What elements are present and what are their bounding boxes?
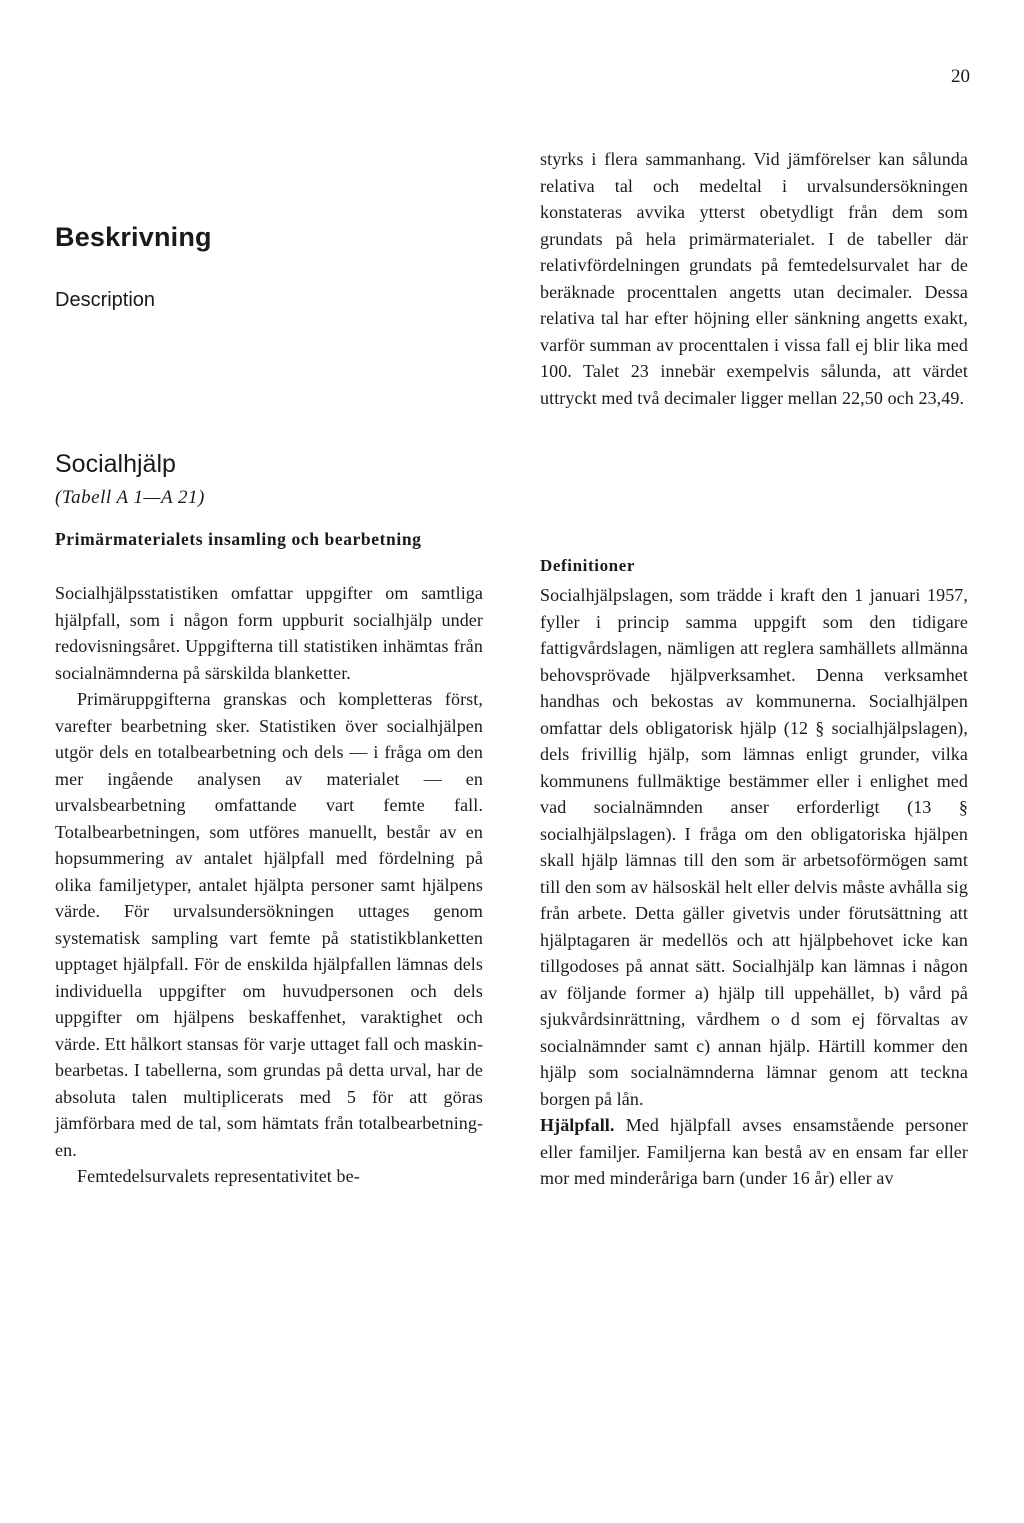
paragraph: Femtedelsurvalets representativitet be-: [77, 1166, 360, 1186]
right-intro-text: [540, 146, 968, 411]
left-body-text: [55, 580, 483, 1190]
paragraph: Socialhjälpslagen, som trädde i kraft den 1 januari 1957, fyller i princip samma uppgift som den tidigare fattigvårdslagen, nämligen att reglera samhällets allmänna behovsprövade hjälpverksamhet. Denna verksamhet handhas och bekostas av kommunerna. Socialhjälpen omfattar dels obligatorisk hjälp (12 § socialhjälpslagen), dels frivillig hjälp, som lämnas enligt grunder, vilka kommunens fullmäktige bestämmer eller i enlighet med vad socialnämnden anser erforderligt (13 § socialhjälpslagen). I fråga om den obligatoriska hjälpen skall hjälp lämnas till den som är arbetsoförmögen samt till den som av hälsoskäl helt eller delvis måste avhålla sig från arbete. Detta gäller givetvis under förutsättning att hjälptagaren är medellös och att hjälpbehovet icke kan tillgodoses på annat sätt. Socialhjälp kan lämnas i någon av följande former a) hjälp till uppehället, b) vård på sjukvårdsinrättning, vårdhem o d som ej förvaltas av socialnämnder samt c) annan hjälp. Härtill kommer den hjälp som socialnämnderna lämnar genom att teckna borgen på lån.: [540, 585, 969, 1109]
table-reference: (Tabell A 1—A 21): [55, 487, 205, 508]
paragraph: styrks i flera sammanhang. Vid jämförelser kan sålunda relativa tal och medeltal i urvalsundersökningen konstateras avvika ytterst obetydligt från dem som grundats på hela primärmaterialet. I de tabeller där relativfördelningen grundats på femtedelsurvalet har de beräknade procenttalen angetts utan decimaler. Dessa relativa tal har efter höjning eller sänkning angetts exakt, varför summan av procenttalen i vissa fall ej blir lika med 100. Talet 23 innebär exempelvis sålunda, att värdet uttryckt med två decimaler ligger mellan 22,50 och 23,49.: [540, 149, 968, 408]
section-heading: Beskrivning: [55, 222, 212, 252]
paragraph-hjalpfall: [540, 1112, 968, 1192]
page-number: 20: [951, 66, 970, 87]
term-label: Hjälpfall.: [540, 1115, 615, 1135]
topic-title: Socialhjälp: [55, 450, 176, 478]
paragraph: Primäruppgifterna granskas och kompletteras först, varefter bearbetning sker. Statistiken över socialhjälpen utgör dels en totalbearbetning och dels — i fråga om den mer ingående analysen av materialet — en urvalsbearbetning omfattande vart femte fall. Totalbearbetningen, som utföres manuellt, består av en hopsummering av antalet hjälpfall med fördelning på olika familjetyper, antalet hjälpta personer samt hjälpens värde. För urvalsundersökningen uttages genom systematisk sampling vart femte på statistikblanketten upptaget hjälpfall. För de enskilda hjälpfallen lämnas dels individuella uppgifter om huvudpersonen och dels uppgifter om hjälpens beskaffenhet, varaktighet och värde. Ett hålkort stansas för varje uttaget fall och maskinbearbetas. I tabellerna, som grundas på detta urval, har de absoluta talen multiplicerats med 5 för att göras jämförbara med de tal, som hämtats från totalbearbetningen.: [55, 689, 483, 1160]
section-subheading: Description: [55, 289, 156, 311]
definitions-text: [540, 582, 968, 1192]
definitions-heading: Definitioner: [540, 556, 636, 575]
subsection-heading: Primärmaterialets insamling och bearbetning: [55, 529, 422, 549]
term-text: Med hjälpfall avses ensamstående personer eller familjer. Familjerna kan bestå av en ensam far eller mor med minderåriga barn (under 16 år) eller av: [540, 1115, 968, 1188]
paragraph: Socialhjälpsstatistiken omfattar uppgifter om samtliga hjälpfall, som i någon form uppburit socialhjälp under redovisningsåret. Uppgifterna till statistiken inhämtas från socialnämnderna på särskilda blanketter.: [55, 583, 483, 683]
